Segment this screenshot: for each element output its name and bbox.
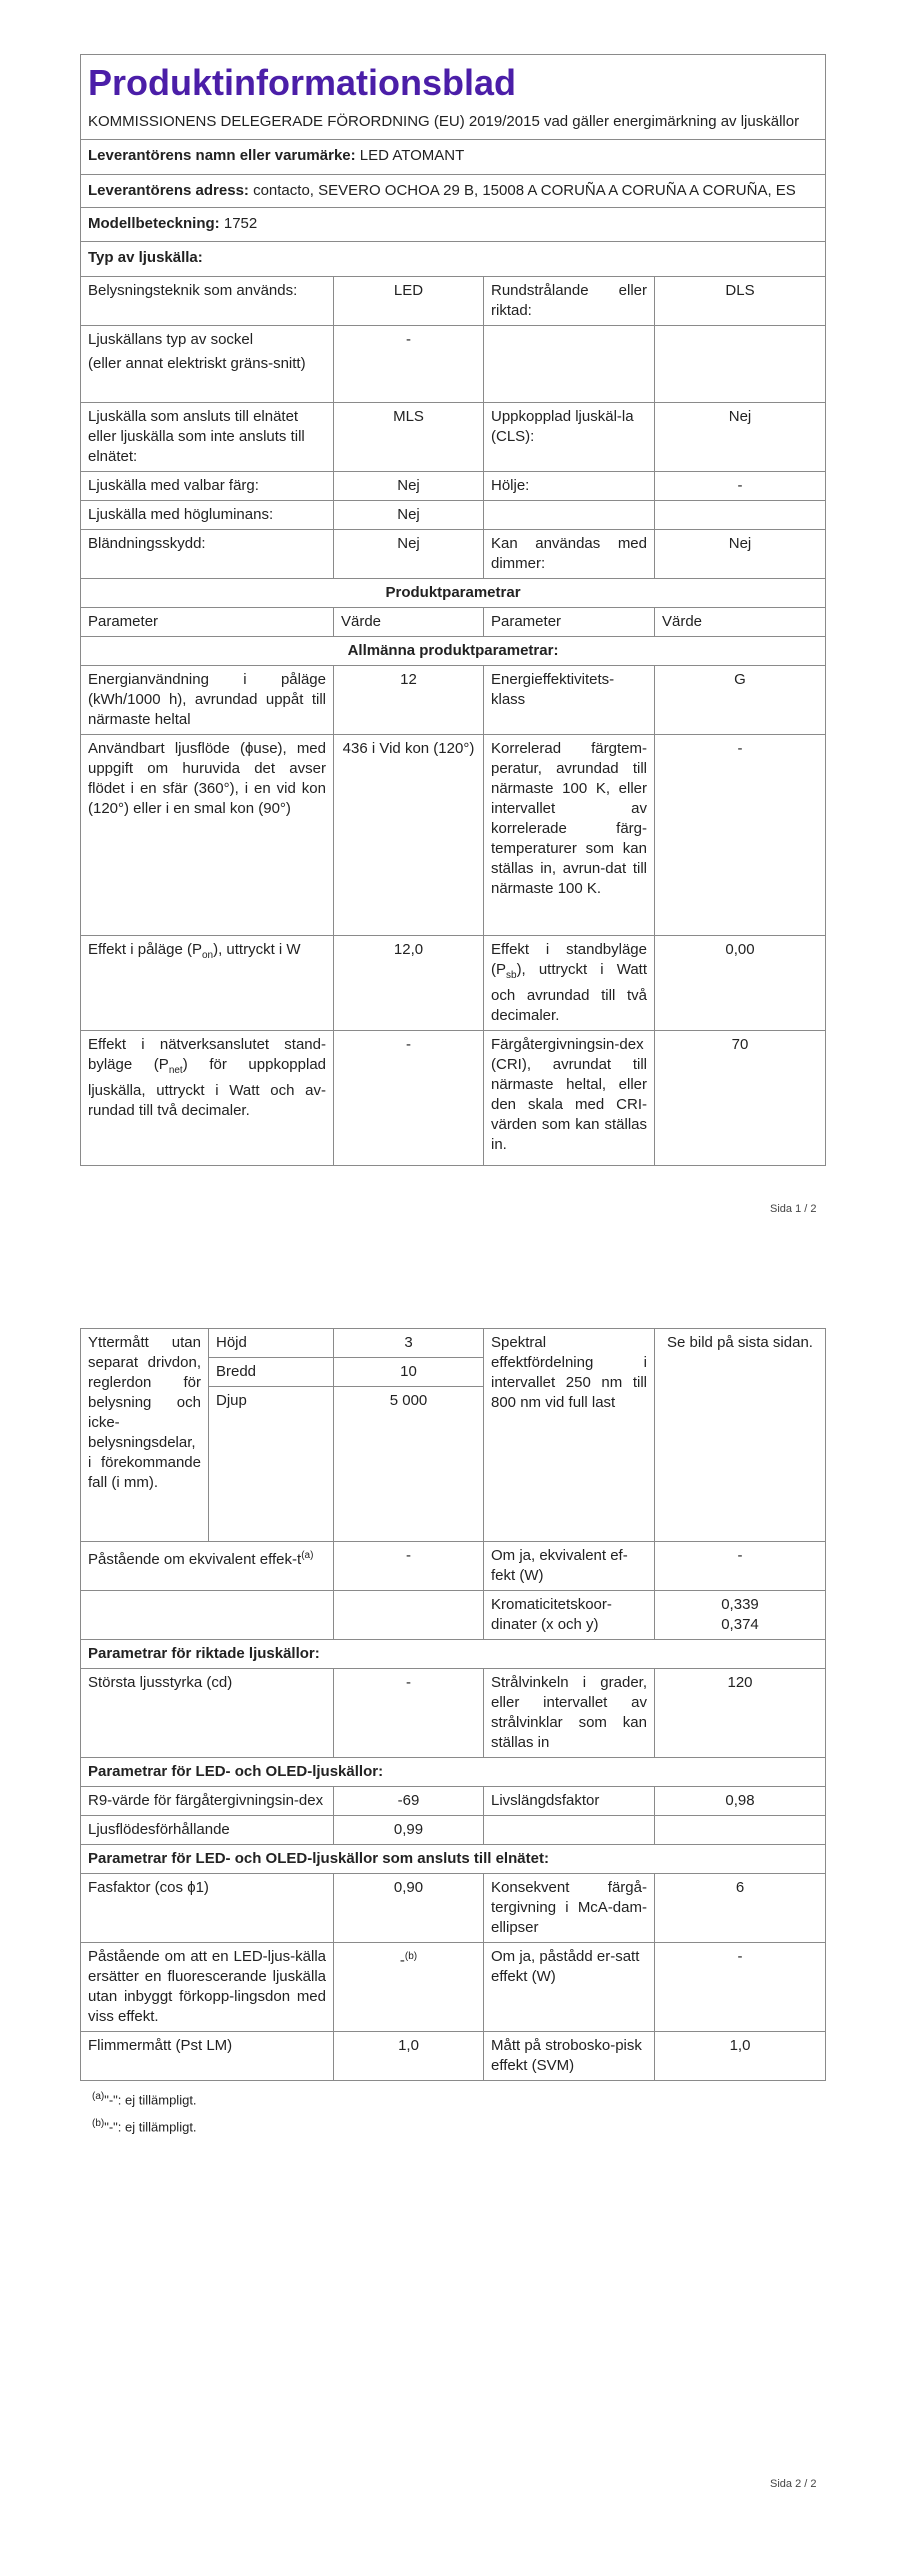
r9-value: -69: [334, 1787, 484, 1816]
power-factor-value: 0,90: [334, 1874, 484, 1943]
housing-value: -: [655, 472, 826, 501]
page-1: [80, 54, 825, 1166]
product-info-table-page-1: [80, 54, 826, 1166]
flicker-label: Flimmermått (Pst LM): [81, 2032, 334, 2081]
general-params-heading: Allmänna produktparametrar:: [81, 637, 826, 666]
fluorescent-replacement-value: -$^{(b)}$: [334, 1943, 484, 2032]
beam-angle-value: 120: [655, 1669, 826, 1758]
networked-standby-value: -: [334, 1031, 484, 1166]
beam-angle-label: Strålvinkeln i grader, eller intervallet av strålvinklar som kan ställas in: [484, 1669, 655, 1758]
col-header-value-1: Värde: [334, 608, 484, 637]
supplier-address-label: Leverantörens adress:: [88, 182, 249, 199]
tech-label: Belysningsteknik som används:: [81, 277, 334, 326]
energy-consumption-label: Energianvändning i påläge (kWh/1000 h), avrundad uppåt till närmaste heltal: [81, 666, 334, 735]
power-factor-label: Fasfaktor (cos ϕ1): [81, 1874, 334, 1943]
anti-glare-value: Nej: [334, 530, 484, 579]
supplier-name-value: LED ATOMANT: [359, 147, 465, 164]
height-label: Höjd: [209, 1329, 334, 1358]
supplier-address-value: contacto, SEVERO OCHOA 29 B, 15008 A CORUÑA A CORUÑA A CORUÑA, ES: [253, 182, 796, 199]
mains-label: Ljuskälla som ansluts till elnätet eller ljuskälla som inte ansluts till elnätet:: [81, 403, 334, 472]
socket-label-sub: (eller annat elektriskt gräns-snitt): [88, 355, 306, 372]
energy-class-label: Energieffektivitets-klass: [484, 666, 655, 735]
flicker-value: 1,0: [334, 2032, 484, 2081]
chromaticity-label: Kromaticitetskoor-dinater (x och y): [484, 1591, 655, 1640]
directional-value: DLS: [655, 277, 826, 326]
survival-factor-label: Livslängdsfaktor: [484, 1787, 655, 1816]
luminous-flux-value: 436 i Vid kon (120°): [334, 735, 484, 936]
replaced-power-value: -: [655, 1943, 826, 2032]
width-label: Bredd: [209, 1358, 334, 1387]
housing-label: Hölje:: [484, 472, 655, 501]
col-header-param-1: Parameter: [81, 608, 334, 637]
socket-label: Ljuskällans typ av sockel: [88, 331, 254, 348]
selectable-colour-label: Ljuskälla med valbar färg:: [81, 472, 334, 501]
socket-value: -: [334, 326, 484, 403]
equivalent-power-value: -: [334, 1542, 484, 1591]
width-value: 10: [334, 1358, 484, 1387]
tech-value: LED: [334, 277, 484, 326]
cct-value: -: [655, 735, 826, 936]
macadam-label: Konsekvent färgå-tergivning i McA-dam-ellipser: [484, 1874, 655, 1943]
networked-standby-label: Effekt i nätverksanslutet stand-byläge $(P_{net})$ för uppkopplad ljuskälla, uttryckt i Watt och av-rundad till två decimaler.: [81, 1031, 334, 1166]
cls-value: Nej: [655, 403, 826, 472]
footnote-a: $^{(a)}$"-": ej tillämpligt.: [92, 2091, 197, 2108]
dimensions-label: Yttermått utan separat drivdon, reglerdon för belysning och icke-belysningsdelar, i förekommande fall (i mm).: [81, 1329, 209, 1542]
equivalent-yes-label: Om ja, ekvivalent ef-fekt (W): [484, 1542, 655, 1591]
depth-value: 5 000: [334, 1387, 484, 1416]
directional-label: Rundstrålande eller riktad:: [484, 277, 655, 326]
standby-power-label: Effekt i standbyläge $(P_{sb})$, uttryckt i Watt och avrundad till två decimaler.: [484, 936, 655, 1031]
page-number-2: Sida 2 / 2: [770, 2478, 817, 2490]
macadam-value: 6: [655, 1874, 826, 1943]
col-header-param-2: Parameter: [484, 608, 655, 637]
lumen-maintenance-label: Ljusflödesförhållande: [81, 1816, 334, 1845]
r9-label: R9-värde för färgåtergivningsin-dex: [81, 1787, 334, 1816]
selectable-colour-value: Nej: [334, 472, 484, 501]
footnote-b: $^{(b)}$"-": ej tillämpligt.: [92, 2118, 197, 2135]
luminous-flux-label: Användbart ljusflöde (ϕuse), med uppgift om huruvida det avser flödet i en sfär (360°), i en vid kon (120°) eller i en smal kon (90°): [81, 735, 334, 936]
lumen-maintenance-value: 0,99: [334, 1816, 484, 1845]
type-heading: Typ av ljuskälla:: [81, 242, 826, 277]
dimmable-value: Nej: [655, 530, 826, 579]
replaced-power-label: Om ja, påstådd er-satt effekt (W): [484, 1943, 655, 2032]
mains-led-params-heading: Parametrar för LED- och OLED-ljuskällor som ansluts till elnätet:: [81, 1845, 826, 1874]
svm-value: 1,0: [655, 2032, 826, 2081]
supplier-name-label: Leverantörens namn eller varumärke:: [88, 147, 356, 164]
page-number-1: Sida 1 / 2: [770, 1203, 817, 1215]
height-value: 3: [334, 1329, 484, 1358]
col-header-value-2: Värde: [655, 608, 826, 637]
cls-label: Uppkopplad ljuskäl-la (CLS):: [484, 403, 655, 472]
chromaticity-y: 0,374: [721, 1616, 759, 1633]
page-title: Produktinformationsblad: [88, 62, 517, 103]
cri-label: Färgåtergivningsin-dex (CRI), avrundat till närmaste heltal, eller den skala med CRI-värden som kan ställas in.: [484, 1031, 655, 1166]
dimmable-label: Kan användas med dimmer:: [484, 530, 655, 579]
fluorescent-replacement-label: Påstående om att en LED-ljus-källa ersätter en fluorescerande ljuskälla utan inbyggt förkopp-lingsdon med viss effekt.: [81, 1943, 334, 2032]
energy-consumption-value: 12: [334, 666, 484, 735]
spd-value: Se bild på sista sidan.: [655, 1329, 826, 1542]
cct-label: Korrelerad färgtem-peratur, avrundad till närmaste 100 K, eller intervallet av korrelerade färg-temperaturer som kan ställas in, avrun-dat till närmaste 100 K.: [484, 735, 655, 936]
page-2: [80, 1328, 825, 2140]
cri-value: 70: [655, 1031, 826, 1166]
on-mode-power-label: Effekt i påläge $(P_{on})$, uttryckt i W: [81, 936, 334, 1031]
survival-factor-value: 0,98: [655, 1787, 826, 1816]
product-params-heading: Produktparametrar: [81, 579, 826, 608]
regulation-text: KOMMISSIONENS DELEGERADE FÖRORDNING (EU) 2019/2015 vad gäller energimärkning av ljuskällor: [88, 113, 800, 130]
directional-params-heading: Parametrar för riktade ljuskällor:: [81, 1640, 826, 1669]
on-mode-power-value: 12,0: [334, 936, 484, 1031]
led-params-heading: Parametrar för LED- och OLED-ljuskällor:: [81, 1758, 826, 1787]
mains-value: MLS: [334, 403, 484, 472]
model-label: Modellbeteckning:: [88, 215, 220, 232]
energy-class-value: G: [655, 666, 826, 735]
high-luminance-value: Nej: [334, 501, 484, 530]
svm-label: Mått på strobosko-pisk effekt (SVM): [484, 2032, 655, 2081]
spd-label: Spektral effektfördelning i intervallet 250 nm till 800 nm vid full last: [484, 1329, 655, 1542]
high-luminance-label: Ljuskälla med högluminans:: [81, 501, 334, 530]
equivalent-yes-value: -: [655, 1542, 826, 1591]
chromaticity-value: [655, 1591, 826, 1640]
equivalent-power-label: Påstående om ekvivalent effek-$t^{(a)}$: [81, 1542, 334, 1591]
peak-intensity-label: Största ljusstyrka (cd): [81, 1669, 334, 1758]
chromaticity-x: 0,339: [721, 1596, 759, 1613]
depth-label: Djup: [209, 1387, 334, 1416]
model-value: 1752: [223, 215, 258, 232]
peak-intensity-value: -: [334, 1669, 484, 1758]
standby-power-value: 0,00: [655, 936, 826, 1031]
anti-glare-label: Bländningsskydd:: [81, 530, 334, 579]
product-info-table-page-2: [80, 1328, 826, 2081]
